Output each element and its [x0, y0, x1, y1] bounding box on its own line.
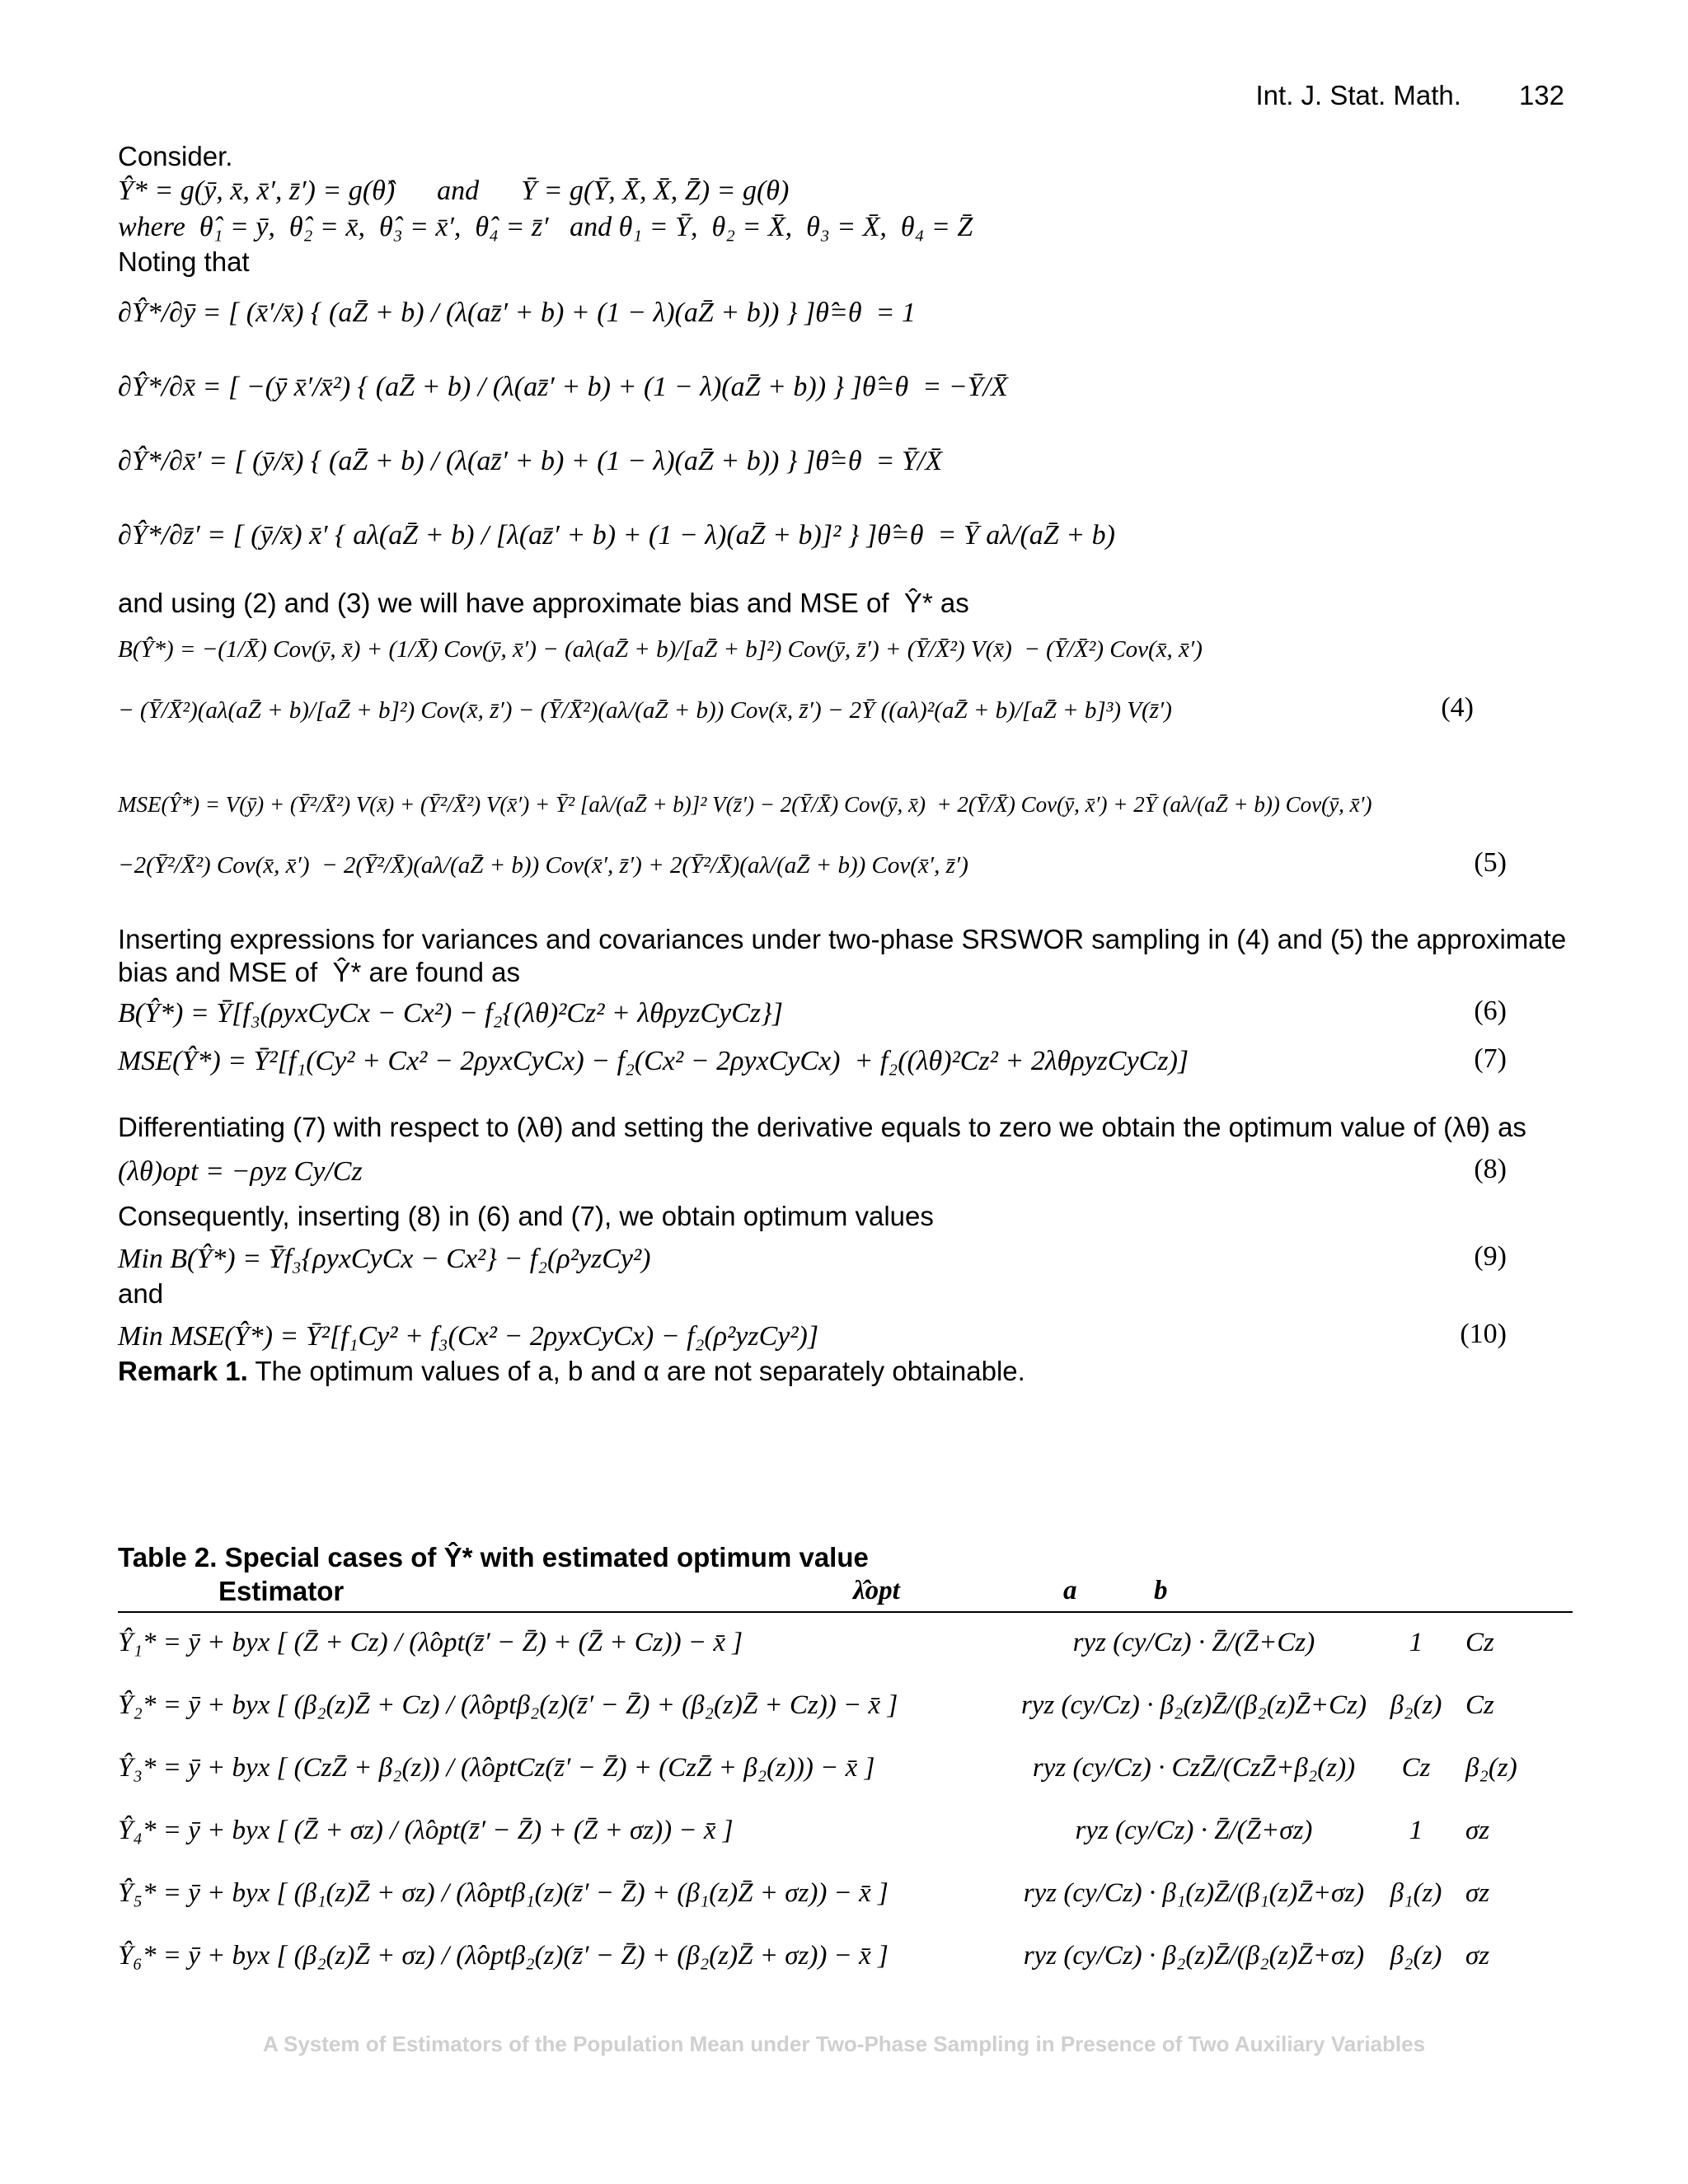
- mse-equation-line-2: −2(Ȳ²/X̄²) Cov(x̄, x̄′) − 2(Ȳ²/X̄)(aλ/(aZ̄ + b)) Cov(x̄′, z̄′) + 2(Ȳ²/X̄)(aλ/(aZ̄ + b)) Cov(x̄′, z̄′): [118, 852, 968, 879]
- a-cell: Cz: [1401, 1752, 1431, 1783]
- noting-text: Noting that: [118, 246, 250, 277]
- running-footer: A System of Estimators of the Population Mean under Two-Phase Sampling in Presence of Two Auxiliary Variables: [262, 2032, 1426, 2056]
- a-cell: β₂(z): [1390, 1940, 1442, 1971]
- running-header: [1198, 80, 1565, 111]
- derivation-section: [118, 140, 1573, 1388]
- consider-text: Consider.: [118, 141, 233, 171]
- b-cell: β₂(z): [1465, 1752, 1517, 1783]
- journal-name: Int. J. Stat. Math.: [1255, 80, 1461, 110]
- equation-number-6: (6): [1474, 996, 1507, 1026]
- inserting-text: Inserting expressions for variances and covariances under two-phase SRSWOR sampling in (4) and (5) the approximate: [118, 924, 1567, 954]
- table-caption: Table 2. Special cases of Ŷ* with estimated optimum value: [118, 1542, 869, 1572]
- equation-4-row: [118, 692, 1573, 729]
- and-text: and: [118, 1278, 164, 1309]
- header-lambda-opt: λ̂opt: [853, 1576, 900, 1605]
- mse-result: MSE(Ŷ*) = Ȳ²[f₁(Cy² + Cx² − 2ρyxCyCx) − f₂(Cx² − 2ρyxCyCx) + f₂((λθ)²Cz² + 2λθρyzCyCz)]: [118, 1046, 1189, 1076]
- remark-text: The optimum values of a, b and α are not separately obtainable.: [247, 1356, 1025, 1386]
- table-row: [118, 1674, 1573, 1736]
- estimator-cell: Ŷ₄* = ȳ + byx [ (Z̄ + σz) / (λ̂opt(z̄′ − Z̄) + (Z̄ + σz)) − x̄ ]: [118, 1815, 734, 1845]
- header-b: b: [1154, 1576, 1168, 1605]
- equation-7-row: [118, 1043, 1573, 1080]
- mse-equation-line-1: MSE(Ŷ*) = V(ȳ) + (Ȳ²/X̄²) V(x̄) + (Ȳ²/X̄²) V(x̄′) + Ȳ² [aλ/(aZ̄ + b)]² V(z̄′) − 2(Ȳ/X̄) Cov(ȳ, x̄) + 2(Ȳ/X̄) Cov(ȳ, x̄′) + 2Ȳ (aλ/(aZ̄ + b)) Cov(ȳ, x̄′): [118, 792, 1372, 817]
- b-cell: σz: [1465, 1815, 1490, 1845]
- table-row: [118, 1799, 1573, 1862]
- equation-6-row: [118, 996, 1573, 1032]
- bias-equation-line-1: B(Ŷ*) = −(1/X̄) Cov(ȳ, x̄) + (1/X̄) Cov(ȳ, x̄′) − (aλ(aZ̄ + b)/[aZ̄ + b]²) Cov(ȳ, z̄′) + (Ȳ/X̄²) V(x̄) − (Ȳ/X̄²) Cov(x̄, x̄′): [118, 636, 1203, 663]
- min-bias: Min B(Ŷ*) = Ȳf₃{ρyxCyCx − Cx²} − f₂(ρ²yzCy²): [118, 1244, 651, 1274]
- equation-number-8: (8): [1474, 1154, 1507, 1184]
- b-cell: Cz: [1465, 1627, 1494, 1657]
- equation-8-row: [118, 1154, 1573, 1190]
- optimum-lambda-theta: (λθ)opt = −ρyz Cy/Cz: [118, 1156, 363, 1187]
- consequently-text: Consequently, inserting (8) in (6) and (7), we obtain optimum values: [118, 1201, 934, 1231]
- table-row: [118, 1611, 1573, 1674]
- table-row: [118, 1736, 1573, 1799]
- b-cell: σz: [1465, 1877, 1490, 1908]
- bias-equation-line-2: − (Ȳ/X̄²)(aλ(aZ̄ + b)/[aZ̄ + b]²) Cov(x̄, z̄′) − (Ȳ/X̄²)(aλ/(aZ̄ + b)) Cov(x̄, z̄′) − 2Ȳ ((aλ)²(aZ̄ + b)/[aZ̄ + b]³) V(z̄′): [118, 697, 1172, 724]
- a-cell: β₂(z): [1390, 1690, 1442, 1720]
- partial-derivative-x: ∂Ŷ*/∂x̄ = [ −(ȳ x̄′/x̄²) { (aZ̄ + b) / (λ(az̄′ + b) + (1 − λ)(aZ̄ + b)) } ]θ̂=θ = −Ȳ/X̄: [118, 372, 1008, 402]
- table-row: [118, 1924, 1573, 1987]
- estimator-cell: Ŷ₃* = ȳ + byx [ (CzZ̄ + β₂(z)) / (λ̂optCz(z̄′ − Z̄) + (CzZ̄ + β₂(z))) − x̄ ]: [118, 1752, 875, 1783]
- estimator-cell: Ŷ₅* = ȳ + byx [ (β₁(z)Z̄ + σz) / (λ̂optβ₁(z)(z̄′ − Z̄) + (β₁(z)Z̄ + σz)) − x̄ ]: [118, 1877, 889, 1908]
- page-number: 132: [1518, 80, 1564, 110]
- b-cell: σz: [1465, 1940, 1490, 1971]
- equation-10-row: [118, 1319, 1573, 1355]
- differentiating-text: Differentiating (7) with respect to (λθ) and setting the derivative equals to zero we obtain the optimum value of (λθ) as: [118, 1112, 1526, 1142]
- header-estimator: Estimator: [218, 1576, 345, 1606]
- estimator-definition: Ŷ* = g(ȳ, x̄, x̄′, z̄′) = g(θ̂) and Ȳ = g(Ȳ, X̄, X̄, Z̄) = g(θ): [118, 176, 790, 206]
- estimator-cell: Ŷ₂* = ȳ + byx [ (β₂(z)Z̄ + Cz) / (λ̂optβ₂(z)(z̄′ − Z̄) + (β₂(z)Z̄ + Cz)) − x̄ ]: [118, 1690, 898, 1720]
- a-cell: 1: [1409, 1815, 1423, 1845]
- remark: [118, 1355, 1573, 1388]
- remark-label: Remark 1.: [118, 1356, 248, 1386]
- header-a: a: [1063, 1576, 1077, 1605]
- table-row: [118, 1862, 1573, 1924]
- partial-derivative-y: ∂Ŷ*/∂ȳ = [ (x̄′/x̄) { (aZ̄ + b) / (λ(az̄′ + b) + (1 − λ)(aZ̄ + b)) } ]θ̂=θ = 1: [118, 298, 916, 328]
- lambda-opt-cell: ryz (cy/Cz) · β₁(z)Z̄/(β₁(z)Z̄+σz): [1023, 1877, 1365, 1908]
- a-cell: 1: [1409, 1627, 1423, 1657]
- bias-result: B(Ŷ*) = Ȳ[f₃(ρyxCyCx − Cx²) − f₂{(λθ)²Cz² + λθρyzCyCz}]: [118, 998, 783, 1029]
- inserting-text-2: bias and MSE of Ŷ* are found as: [118, 957, 520, 987]
- lambda-opt-cell: ryz (cy/Cz) · β₂(z)Z̄/(β₂(z)Z̄+Cz): [1020, 1690, 1367, 1720]
- equation-number-5: (5): [1474, 847, 1507, 878]
- equation-5-row: [118, 847, 1573, 883]
- lambda-opt-cell: ryz (cy/Cz) · Z̄/(Z̄+σz): [1075, 1815, 1313, 1845]
- partial-derivative-x-prime: ∂Ŷ*/∂x̄′ = [ (ȳ/x̄) { (aZ̄ + b) / (λ(az̄′ + b) + (1 − λ)(aZ̄ + b)) } ]θ̂=θ = Ȳ/X̄: [118, 446, 943, 476]
- a-cell: β₁(z): [1390, 1877, 1442, 1908]
- equation-number-10: (10): [1460, 1319, 1507, 1349]
- parameter-definitions: where θ̂₁ = ȳ, θ̂₂ = x̄, θ̂₃ = x̄′, θ̂₄ = z̄′ and θ₁ = Ȳ, θ₂ = X̄, θ₃ = X̄, θ₄ = Z̄: [118, 212, 973, 242]
- lambda-opt-cell: ryz (cy/Cz) · CzZ̄/(CzZ̄+β₂(z)): [1032, 1752, 1356, 1783]
- min-mse: Min MSE(Ŷ*) = Ȳ²[f₁Cy² + f₃(Cx² − 2ρyxCyCx) − f₂(ρ²yzCy²)]: [118, 1321, 819, 1352]
- lambda-opt-cell: ryz (cy/Cz) · Z̄/(Z̄+Cz): [1072, 1627, 1315, 1657]
- equation-9-row: [118, 1241, 1573, 1277]
- equation-number-7: (7): [1474, 1043, 1507, 1074]
- estimator-cell: Ŷ₁* = ȳ + byx [ (Z̄ + Cz) / (λ̂opt(z̄′ − Z̄) + (Z̄ + Cz)) − x̄ ]: [118, 1627, 743, 1657]
- partial-derivative-z-prime: ∂Ŷ*/∂z̄′ = [ (ȳ/x̄) x̄′ { aλ(aZ̄ + b) / [λ(az̄′ + b) + (1 − λ)(aZ̄ + b)]² } ]θ̂=θ = Ȳ aλ/(aZ̄ + b): [118, 520, 1115, 551]
- b-cell: Cz: [1465, 1690, 1494, 1720]
- lambda-opt-cell: ryz (cy/Cz) · β₂(z)Z̄/(β₂(z)Z̄+σz): [1023, 1940, 1365, 1971]
- equation-number-9: (9): [1474, 1241, 1507, 1272]
- special-cases-table: [118, 1611, 1573, 1987]
- bias-mse-intro: and using (2) and (3) we will have approximate bias and MSE of Ŷ* as: [118, 588, 969, 618]
- equation-number-4: (4): [1441, 692, 1474, 723]
- estimator-cell: Ŷ₆* = ȳ + byx [ (β₂(z)Z̄ + σz) / (λ̂optβ₂(z)(z̄′ − Z̄) + (β₂(z)Z̄ + σz)) − x̄ ]: [118, 1940, 889, 1971]
